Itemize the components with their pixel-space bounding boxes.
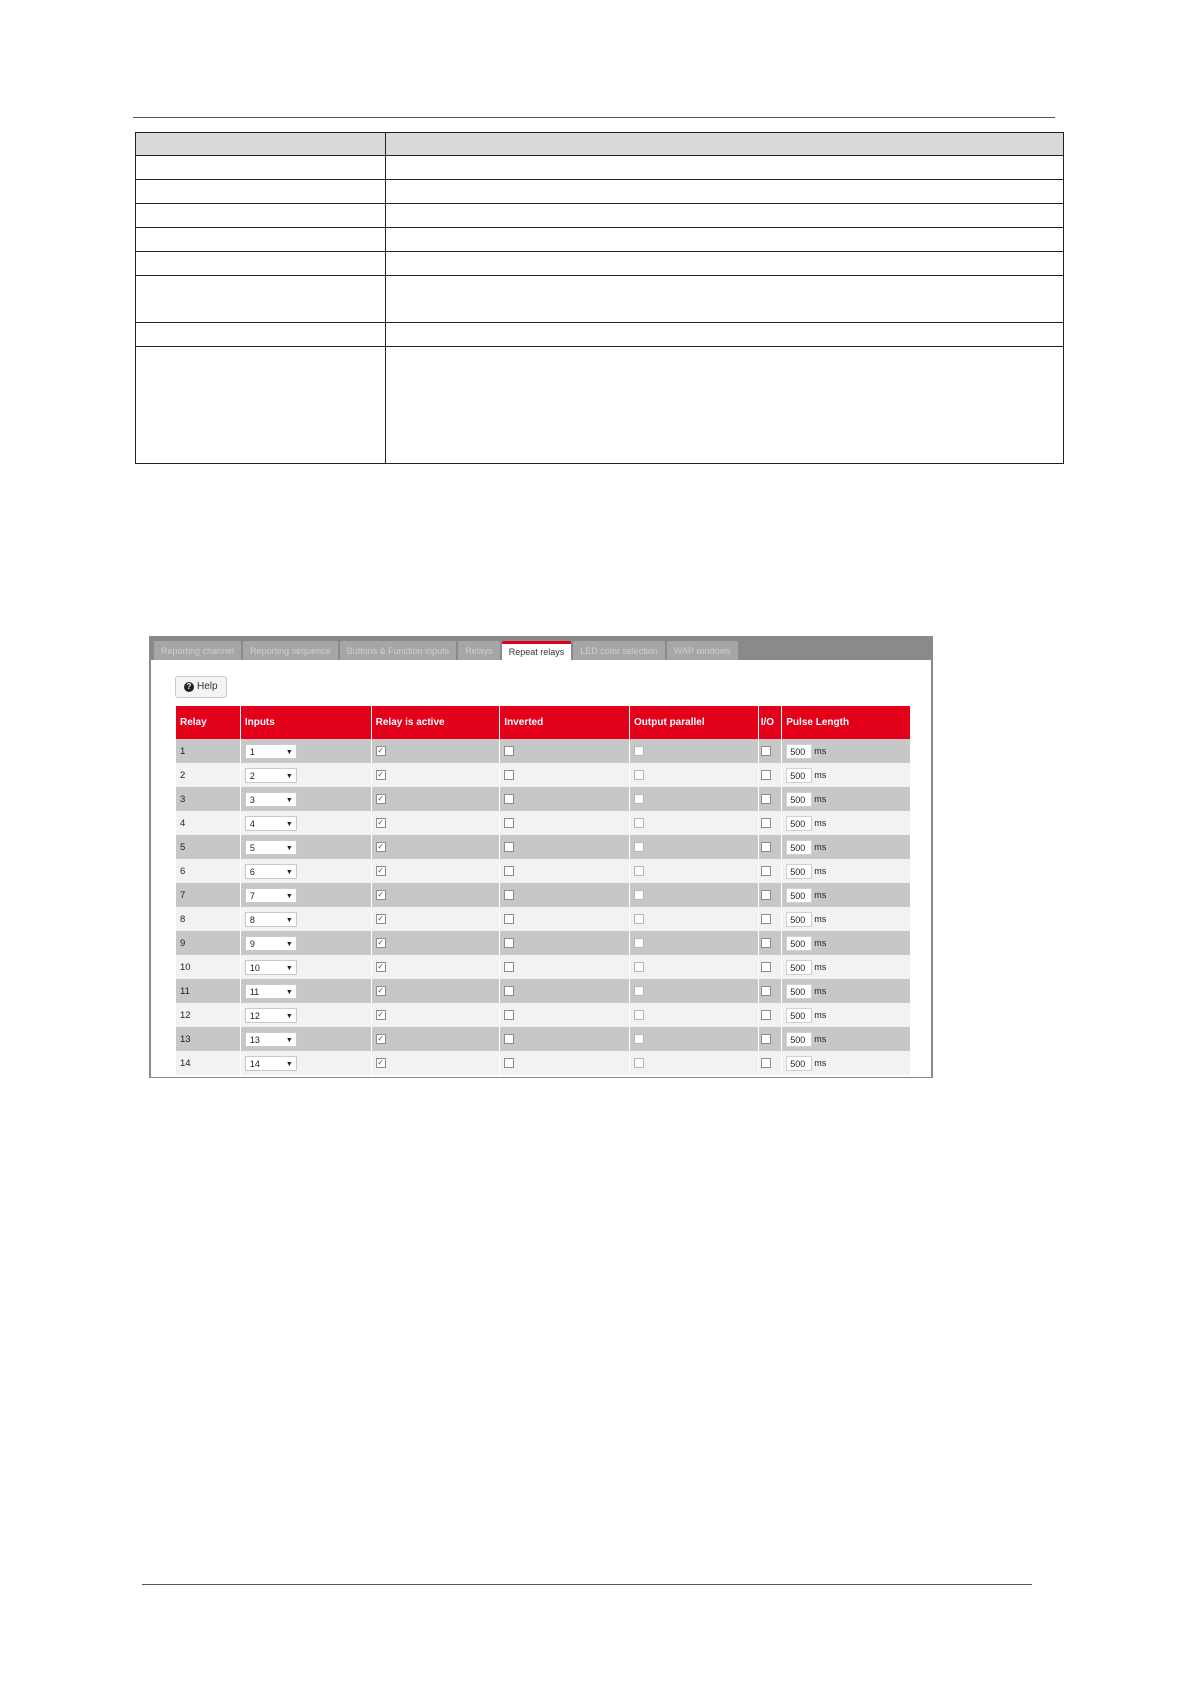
relay-number: 5 <box>176 835 240 859</box>
inverted-checkbox[interactable] <box>504 1058 514 1068</box>
header-rule <box>133 117 1055 118</box>
table-row <box>176 883 911 907</box>
pulse-length-cell <box>782 763 911 787</box>
relay-active-cell <box>371 811 500 835</box>
pulse-length-input[interactable]: 500 <box>786 1056 812 1071</box>
io-cell <box>758 859 782 883</box>
pulse-length-input[interactable]: 500 <box>786 744 812 759</box>
inputs-cell <box>240 1003 371 1027</box>
pulse-length-input[interactable]: 500 <box>786 792 812 807</box>
pulse-length-input[interactable]: 500 <box>786 960 812 975</box>
help-button-label: Help <box>197 681 218 692</box>
pulse-length-cell <box>782 835 911 859</box>
table-row <box>136 323 1064 347</box>
table-cell <box>136 252 386 276</box>
relay-number: 4 <box>176 811 240 835</box>
relay-active-cell <box>371 835 500 859</box>
output-parallel-checkbox[interactable] <box>634 746 644 756</box>
pulse-unit: ms <box>814 770 827 780</box>
pulse-length-cell <box>782 1003 911 1027</box>
tab-led-color-selection[interactable]: LED color selection <box>573 641 665 660</box>
pulse-unit: ms <box>814 794 827 804</box>
tab-relays[interactable]: Relays <box>458 641 500 660</box>
table-cell <box>386 228 1064 252</box>
relay-number: 14 <box>176 1051 240 1075</box>
pulse-unit: ms <box>814 1034 827 1044</box>
repeat-relays-table <box>176 706 911 1075</box>
table-cell <box>136 323 386 347</box>
inverted-checkbox[interactable] <box>504 818 514 828</box>
io-cell <box>758 955 782 979</box>
inverted-checkbox[interactable] <box>504 1034 514 1044</box>
output-parallel-checkbox[interactable] <box>634 770 644 780</box>
io-checkbox[interactable] <box>761 866 771 876</box>
inputs-cell <box>240 931 371 955</box>
io-checkbox[interactable] <box>761 770 771 780</box>
table-row <box>176 955 911 979</box>
pulse-length-input[interactable]: 500 <box>786 912 812 927</box>
pulse-length-cell <box>782 931 911 955</box>
table-row <box>136 347 1064 464</box>
relay-active-cell <box>371 907 500 931</box>
inverted-cell <box>500 1003 630 1027</box>
input-select[interactable] <box>245 960 297 975</box>
input-select[interactable] <box>245 792 297 807</box>
table-row <box>176 859 911 883</box>
table-cell <box>136 133 386 156</box>
io-checkbox[interactable] <box>761 1058 771 1068</box>
relay-number: 11 <box>176 979 240 1003</box>
relay-active-checkbox[interactable]: ✓ <box>377 1057 384 1067</box>
table-cell <box>386 180 1064 204</box>
table-header-row <box>136 133 1064 156</box>
table-row <box>176 811 911 835</box>
caret-down-icon: ▼ <box>285 988 293 996</box>
pulse-length-cell <box>782 1051 911 1075</box>
input-select[interactable] <box>245 1032 297 1047</box>
inverted-checkbox[interactable] <box>504 1010 514 1020</box>
io-cell <box>758 1051 782 1075</box>
io-checkbox[interactable] <box>761 818 771 828</box>
relay-number: 12 <box>176 1003 240 1027</box>
output-parallel-cell <box>630 859 759 883</box>
inputs-cell <box>240 979 371 1003</box>
pulse-unit: ms <box>814 914 827 924</box>
table-row <box>136 180 1064 204</box>
caret-down-icon: ▼ <box>285 1036 293 1044</box>
inverted-checkbox[interactable] <box>504 842 514 852</box>
io-cell <box>758 739 782 763</box>
relay-number: 2 <box>176 763 240 787</box>
output-parallel-cell <box>630 955 759 979</box>
pulse-length-input[interactable]: 500 <box>786 936 812 951</box>
output-parallel-cell <box>630 931 759 955</box>
pulse-length-cell <box>782 787 911 811</box>
output-parallel-cell <box>630 1003 759 1027</box>
pulse-length-input[interactable]: 500 <box>786 840 812 855</box>
relay-active-checkbox[interactable]: ✓ <box>377 745 384 755</box>
table-cell <box>136 204 386 228</box>
input-select[interactable] <box>245 768 297 783</box>
inverted-cell <box>500 859 630 883</box>
relay-active-checkbox[interactable]: ✓ <box>377 937 384 947</box>
pulse-unit: ms <box>814 1058 827 1068</box>
relay-active-cell <box>371 931 500 955</box>
output-parallel-checkbox[interactable] <box>634 1058 644 1068</box>
pulse-length-cell <box>782 955 911 979</box>
table-cell <box>386 323 1064 347</box>
pulse-unit: ms <box>814 818 827 828</box>
output-parallel-checkbox[interactable] <box>634 938 644 948</box>
relay-active-cell <box>371 979 500 1003</box>
output-parallel-cell <box>630 1027 759 1051</box>
help-button[interactable] <box>175 676 227 698</box>
table-row <box>176 739 911 763</box>
inverted-cell <box>500 763 630 787</box>
inputs-cell <box>240 955 371 979</box>
table-cell <box>386 204 1064 228</box>
inverted-checkbox[interactable] <box>504 866 514 876</box>
output-parallel-checkbox[interactable] <box>634 818 644 828</box>
caret-down-icon: ▼ <box>285 844 293 852</box>
io-checkbox[interactable] <box>761 890 771 900</box>
pulse-length-input[interactable]: 500 <box>786 768 812 783</box>
table-header-row <box>176 706 911 739</box>
input-select[interactable] <box>245 936 297 951</box>
pulse-length-input[interactable]: 500 <box>786 1008 812 1023</box>
inverted-cell <box>500 811 630 835</box>
pulse-unit: ms <box>814 1010 827 1020</box>
table-row <box>176 1003 911 1027</box>
table-row <box>136 276 1064 323</box>
io-cell <box>758 907 782 931</box>
io-checkbox[interactable] <box>761 986 771 996</box>
footer-rule <box>142 1584 1032 1585</box>
pulse-length-input[interactable]: 500 <box>786 888 812 903</box>
input-select-value: 14 <box>249 1058 260 1069</box>
tab-reporting-sequence[interactable]: Reporting sequence <box>243 641 338 660</box>
input-select-value: 11 <box>249 986 260 997</box>
inverted-cell <box>500 739 630 763</box>
inverted-cell <box>500 1027 630 1051</box>
table-body <box>176 739 911 1075</box>
tab-wap-windows[interactable]: WAP windows <box>667 641 738 660</box>
inputs-cell <box>240 859 371 883</box>
relay-active-checkbox[interactable]: ✓ <box>377 985 384 995</box>
table-row <box>176 1027 911 1051</box>
relay-active-cell <box>371 1051 500 1075</box>
input-select-value: 7 <box>249 890 255 901</box>
output-parallel-checkbox[interactable] <box>634 890 644 900</box>
tab-bar <box>154 641 740 660</box>
output-parallel-checkbox[interactable] <box>634 866 644 876</box>
table-row <box>176 931 911 955</box>
output-parallel-checkbox[interactable] <box>634 962 644 972</box>
inverted-checkbox[interactable] <box>504 770 514 780</box>
column-header-pulse-length: Pulse Length <box>782 706 911 739</box>
pulse-length-cell <box>782 979 911 1003</box>
table-cell <box>386 276 1064 323</box>
pulse-unit: ms <box>814 890 827 900</box>
pulse-length-input[interactable]: 500 <box>786 984 812 999</box>
io-checkbox[interactable] <box>761 746 771 756</box>
pulse-length-cell <box>782 739 911 763</box>
input-select-value: 4 <box>249 818 255 829</box>
inputs-cell <box>240 883 371 907</box>
caret-down-icon: ▼ <box>285 940 293 948</box>
input-select[interactable] <box>245 816 297 831</box>
pulse-length-input[interactable]: 500 <box>786 816 812 831</box>
relay-number: 7 <box>176 883 240 907</box>
output-parallel-checkbox[interactable] <box>634 1034 644 1044</box>
caret-down-icon: ▼ <box>285 1012 293 1020</box>
output-parallel-checkbox[interactable] <box>634 1010 644 1020</box>
relay-active-checkbox[interactable]: ✓ <box>377 769 384 779</box>
io-cell <box>758 835 782 859</box>
caret-down-icon: ▼ <box>285 916 293 924</box>
tab-buttons-function-inputs[interactable]: Buttons & Function inputs <box>340 641 457 660</box>
io-cell <box>758 979 782 1003</box>
output-parallel-checkbox[interactable] <box>634 986 644 996</box>
relay-active-checkbox[interactable]: ✓ <box>377 889 384 899</box>
table-cell <box>386 347 1064 464</box>
output-parallel-checkbox[interactable] <box>634 842 644 852</box>
output-parallel-checkbox[interactable] <box>634 794 644 804</box>
relay-active-checkbox[interactable]: ✓ <box>377 1009 384 1019</box>
table-cell <box>136 228 386 252</box>
table-cell <box>386 156 1064 180</box>
relay-active-cell <box>371 787 500 811</box>
pulse-length-input[interactable]: 500 <box>786 1032 812 1047</box>
table-row <box>176 787 911 811</box>
inverted-checkbox[interactable] <box>504 986 514 996</box>
input-select[interactable] <box>245 1056 297 1071</box>
pulse-length-cell <box>782 907 911 931</box>
input-select-value: 2 <box>249 770 255 781</box>
io-checkbox[interactable] <box>761 962 771 972</box>
output-parallel-cell <box>630 883 759 907</box>
io-cell <box>758 1027 782 1051</box>
input-select-value: 8 <box>249 914 255 925</box>
inverted-cell <box>500 835 630 859</box>
inverted-checkbox[interactable] <box>504 914 514 924</box>
pulse-unit: ms <box>814 866 827 876</box>
pulse-length-input[interactable]: 500 <box>786 864 812 879</box>
relay-active-checkbox[interactable]: ✓ <box>377 841 384 851</box>
relay-active-cell <box>371 739 500 763</box>
pulse-unit: ms <box>814 746 827 756</box>
input-select-value: 12 <box>249 1010 260 1021</box>
caret-down-icon: ▼ <box>285 964 293 972</box>
pulse-length-cell <box>782 859 911 883</box>
relay-active-checkbox[interactable]: ✓ <box>377 913 384 923</box>
pulse-length-cell <box>782 1027 911 1051</box>
inputs-cell <box>240 811 371 835</box>
table-cell <box>386 252 1064 276</box>
pulse-unit: ms <box>814 938 827 948</box>
io-checkbox[interactable] <box>761 842 771 852</box>
inputs-cell <box>240 739 371 763</box>
inverted-cell <box>500 907 630 931</box>
inverted-cell <box>500 931 630 955</box>
column-header-output-parallel: Output parallel <box>630 706 759 739</box>
relay-number: 1 <box>176 739 240 763</box>
table-cell <box>136 180 386 204</box>
input-select-value: 9 <box>249 938 255 949</box>
pulse-length-cell <box>782 811 911 835</box>
table-row <box>176 835 911 859</box>
io-cell <box>758 763 782 787</box>
inverted-cell <box>500 787 630 811</box>
column-header-inputs: Inputs <box>240 706 371 739</box>
relay-active-cell <box>371 883 500 907</box>
inputs-cell <box>240 763 371 787</box>
input-select[interactable] <box>245 744 297 759</box>
caret-down-icon: ▼ <box>285 892 293 900</box>
io-checkbox[interactable] <box>761 794 771 804</box>
relay-number: 6 <box>176 859 240 883</box>
output-parallel-cell <box>630 979 759 1003</box>
table-row <box>176 907 911 931</box>
output-parallel-cell <box>630 1051 759 1075</box>
relay-active-cell <box>371 859 500 883</box>
caret-down-icon: ▼ <box>285 748 293 756</box>
io-cell <box>758 811 782 835</box>
relay-number: 13 <box>176 1027 240 1051</box>
io-cell <box>758 1003 782 1027</box>
io-cell <box>758 931 782 955</box>
document-table <box>135 132 1064 464</box>
table-row <box>176 1051 911 1075</box>
input-select[interactable] <box>245 1008 297 1023</box>
pulse-unit: ms <box>814 842 827 852</box>
io-checkbox[interactable] <box>761 1034 771 1044</box>
inputs-cell <box>240 835 371 859</box>
relay-number: 9 <box>176 931 240 955</box>
pulse-length-cell <box>782 883 911 907</box>
relay-active-cell <box>371 763 500 787</box>
inverted-cell <box>500 979 630 1003</box>
column-header-io: I/O <box>758 706 782 739</box>
column-header-relay: Relay <box>176 706 240 739</box>
inverted-checkbox[interactable] <box>504 746 514 756</box>
inputs-cell <box>240 787 371 811</box>
inputs-cell <box>240 1051 371 1075</box>
table-cell <box>136 276 386 323</box>
inverted-cell <box>500 1051 630 1075</box>
io-cell <box>758 787 782 811</box>
table-cell <box>136 156 386 180</box>
io-checkbox[interactable] <box>761 938 771 948</box>
relay-number: 8 <box>176 907 240 931</box>
inverted-checkbox[interactable] <box>504 794 514 804</box>
relay-active-checkbox[interactable]: ✓ <box>377 961 384 971</box>
table-row <box>136 204 1064 228</box>
inputs-cell <box>240 1027 371 1051</box>
table-row <box>136 252 1064 276</box>
column-header-relay-active: Relay is active <box>371 706 500 739</box>
pulse-unit: ms <box>814 962 827 972</box>
output-parallel-cell <box>630 763 759 787</box>
input-select-value: 1 <box>249 746 255 757</box>
relay-number: 3 <box>176 787 240 811</box>
io-checkbox[interactable] <box>761 914 771 924</box>
input-select[interactable] <box>245 984 297 999</box>
relay-active-cell <box>371 955 500 979</box>
output-parallel-cell <box>630 907 759 931</box>
caret-down-icon: ▼ <box>285 868 293 876</box>
input-select[interactable] <box>245 864 297 879</box>
output-parallel-cell <box>630 739 759 763</box>
table-row <box>136 228 1064 252</box>
table-row <box>136 156 1064 180</box>
relay-active-checkbox[interactable]: ✓ <box>377 865 384 875</box>
table-cell <box>386 133 1064 156</box>
tab-repeat-relays[interactable]: Repeat relays <box>502 641 572 660</box>
tab-reporting-channel[interactable]: Reporting channel <box>154 641 241 660</box>
caret-down-icon: ▼ <box>285 1060 293 1068</box>
relay-active-checkbox[interactable]: ✓ <box>377 817 384 827</box>
relay-active-checkbox[interactable]: ✓ <box>377 1033 384 1043</box>
relay-active-checkbox[interactable]: ✓ <box>377 793 384 803</box>
table-row <box>176 979 911 1003</box>
input-select-value: 3 <box>249 794 255 805</box>
input-select[interactable] <box>245 840 297 855</box>
caret-down-icon: ▼ <box>285 796 293 804</box>
inverted-checkbox[interactable] <box>504 938 514 948</box>
io-cell <box>758 883 782 907</box>
repeat-relays-screenshot <box>149 636 933 1078</box>
input-select-value: 10 <box>249 962 260 973</box>
output-parallel-cell <box>630 787 759 811</box>
input-select-value: 13 <box>249 1034 260 1045</box>
input-select[interactable] <box>245 888 297 903</box>
question-circle-icon: ? <box>184 682 194 692</box>
output-parallel-checkbox[interactable] <box>634 914 644 924</box>
input-select-value: 6 <box>249 866 255 877</box>
io-checkbox[interactable] <box>761 1010 771 1020</box>
caret-down-icon: ▼ <box>285 772 293 780</box>
relay-active-cell <box>371 1027 500 1051</box>
output-parallel-cell <box>630 811 759 835</box>
inverted-checkbox[interactable] <box>504 962 514 972</box>
input-select[interactable] <box>245 912 297 927</box>
relay-number: 10 <box>176 955 240 979</box>
input-select-value: 5 <box>249 842 255 853</box>
inverted-checkbox[interactable] <box>504 890 514 900</box>
pulse-unit: ms <box>814 986 827 996</box>
inverted-cell <box>500 955 630 979</box>
table-row <box>176 763 911 787</box>
caret-down-icon: ▼ <box>285 820 293 828</box>
output-parallel-cell <box>630 835 759 859</box>
table-cell <box>136 347 386 464</box>
tab-panel <box>151 660 931 1078</box>
column-header-inverted: Inverted <box>500 706 630 739</box>
inputs-cell <box>240 907 371 931</box>
inverted-cell <box>500 883 630 907</box>
relay-active-cell <box>371 1003 500 1027</box>
